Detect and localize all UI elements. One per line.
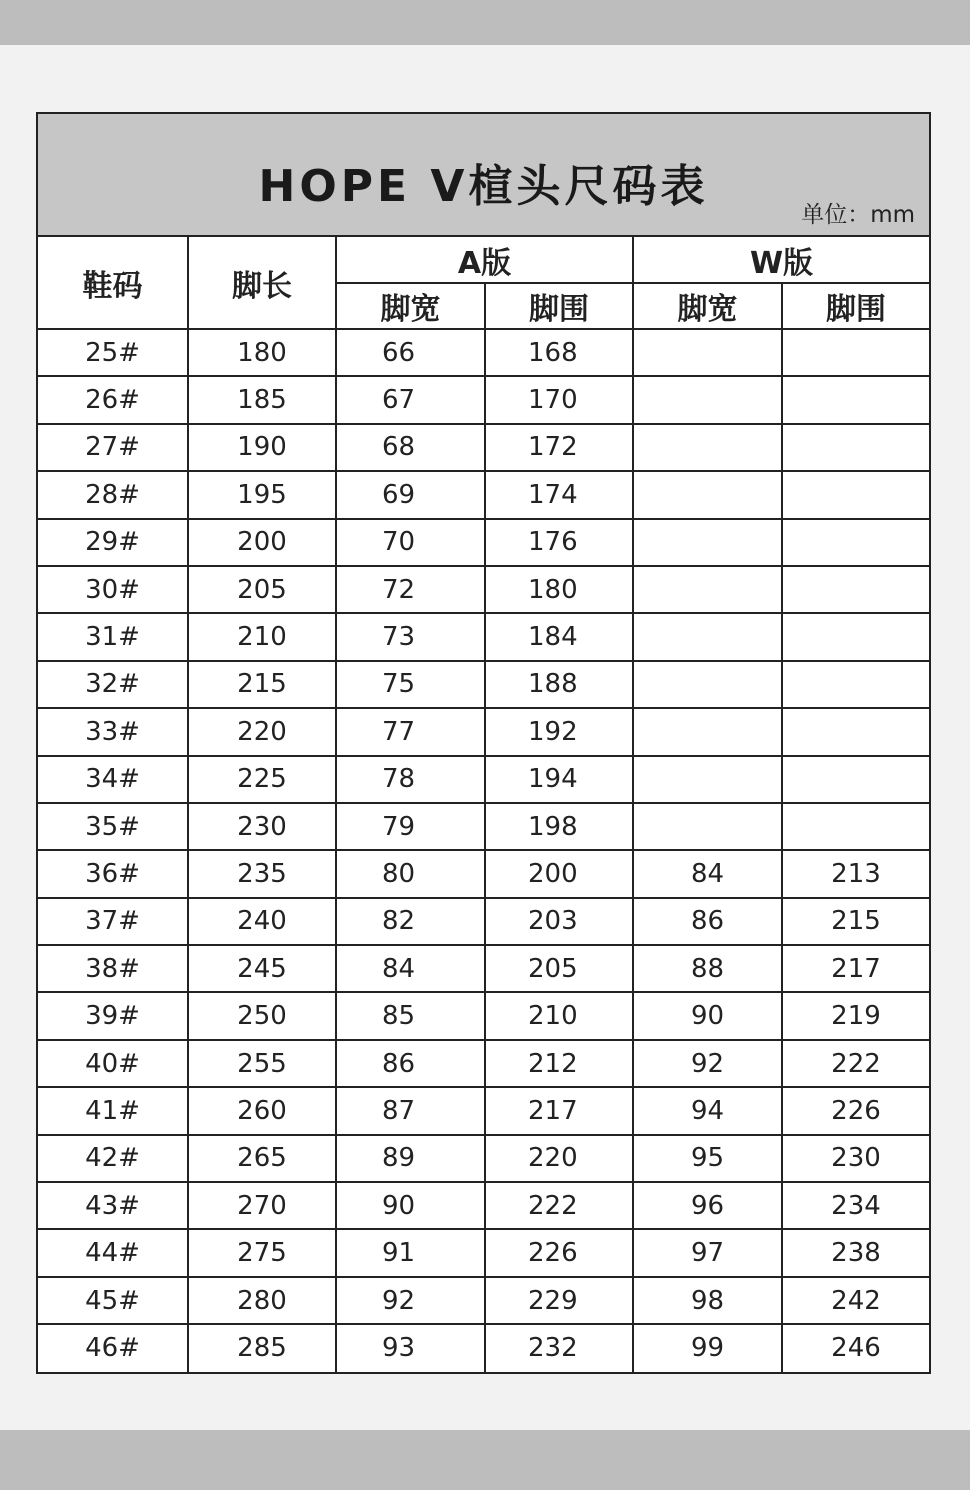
cell-size: 45# [38, 1277, 188, 1324]
cell-length: 210 [188, 613, 336, 660]
cell-size: 31# [38, 613, 188, 660]
cell-w-width: 86 [633, 898, 782, 945]
cell-a-girth: 226 [485, 1229, 633, 1276]
cell-size: 37# [38, 898, 188, 945]
cell-w-width: 99 [633, 1324, 782, 1371]
cell-size: 44# [38, 1229, 188, 1276]
cell-size: 29# [38, 519, 188, 566]
cell-length: 235 [188, 850, 336, 897]
cell-w-width [633, 566, 782, 613]
cell-w-width: 84 [633, 850, 782, 897]
cell-w-girth: 234 [782, 1182, 929, 1229]
cell-w-width [633, 519, 782, 566]
cell-size: 34# [38, 756, 188, 803]
cell-a-width: 87 [336, 1087, 485, 1134]
cell-a-girth: 222 [485, 1182, 633, 1229]
cell-length: 185 [188, 376, 336, 423]
cell-w-width [633, 329, 782, 376]
cell-a-girth: 212 [485, 1040, 633, 1087]
cell-size: 32# [38, 661, 188, 708]
cell-size: 30# [38, 566, 188, 613]
cell-w-width: 98 [633, 1277, 782, 1324]
cell-size: 25# [38, 329, 188, 376]
cell-length: 180 [188, 329, 336, 376]
cell-size: 36# [38, 850, 188, 897]
cell-a-width: 66 [336, 329, 485, 376]
cell-a-girth: 232 [485, 1324, 633, 1371]
cell-size: 43# [38, 1182, 188, 1229]
header-size: 鞋码 [38, 237, 188, 329]
cell-length: 230 [188, 803, 336, 850]
cell-w-girth [782, 661, 929, 708]
table-row [38, 661, 929, 708]
cell-w-girth: 213 [782, 850, 929, 897]
table-row [38, 329, 929, 376]
cell-w-width: 97 [633, 1229, 782, 1276]
cell-a-girth: 184 [485, 613, 633, 660]
table-row [38, 566, 929, 613]
cell-a-width: 75 [336, 661, 485, 708]
cell-length: 265 [188, 1135, 336, 1182]
cell-a-girth: 205 [485, 945, 633, 992]
table-row [38, 1135, 929, 1182]
cell-length: 190 [188, 424, 336, 471]
cell-length: 240 [188, 898, 336, 945]
cell-w-width: 94 [633, 1087, 782, 1134]
cell-w-width [633, 708, 782, 755]
cell-w-width [633, 376, 782, 423]
table-row [38, 803, 929, 850]
cell-a-girth: 217 [485, 1087, 633, 1134]
cell-w-width: 88 [633, 945, 782, 992]
cell-size: 33# [38, 708, 188, 755]
cell-w-girth [782, 756, 929, 803]
cell-size: 46# [38, 1324, 188, 1371]
cell-a-width: 79 [336, 803, 485, 850]
cell-w-width [633, 803, 782, 850]
cell-a-girth: 168 [485, 329, 633, 376]
table-row [38, 376, 929, 423]
cell-a-width: 89 [336, 1135, 485, 1182]
table-row [38, 471, 929, 518]
table-row [38, 1040, 929, 1087]
size-table [38, 237, 929, 1372]
table-row [38, 708, 929, 755]
size-chart-sheet [36, 112, 931, 1374]
cell-a-girth: 180 [485, 566, 633, 613]
bottom-band [0, 1430, 970, 1490]
title-bar [38, 114, 929, 237]
header-w-width: 脚宽 [633, 283, 782, 329]
table-row [38, 945, 929, 992]
cell-a-width: 67 [336, 376, 485, 423]
cell-a-width: 70 [336, 519, 485, 566]
cell-w-girth: 226 [782, 1087, 929, 1134]
cell-length: 195 [188, 471, 336, 518]
cell-length: 280 [188, 1277, 336, 1324]
cell-w-girth [782, 566, 929, 613]
cell-a-width: 91 [336, 1229, 485, 1276]
cell-w-width [633, 424, 782, 471]
cell-w-width: 90 [633, 992, 782, 1039]
cell-size: 27# [38, 424, 188, 471]
cell-a-width: 77 [336, 708, 485, 755]
table-row [38, 613, 929, 660]
cell-w-girth [782, 519, 929, 566]
cell-size: 42# [38, 1135, 188, 1182]
cell-w-girth: 219 [782, 992, 929, 1039]
header-w-girth: 脚围 [782, 283, 929, 329]
cell-w-girth: 217 [782, 945, 929, 992]
cell-a-girth: 194 [485, 756, 633, 803]
cell-size: 39# [38, 992, 188, 1039]
cell-length: 260 [188, 1087, 336, 1134]
cell-size: 28# [38, 471, 188, 518]
table-row [38, 756, 929, 803]
cell-w-girth: 242 [782, 1277, 929, 1324]
cell-w-width [633, 613, 782, 660]
cell-a-girth: 188 [485, 661, 633, 708]
cell-w-width: 95 [633, 1135, 782, 1182]
cell-a-width: 69 [336, 471, 485, 518]
cell-a-girth: 174 [485, 471, 633, 518]
cell-a-girth: 220 [485, 1135, 633, 1182]
cell-a-girth: 198 [485, 803, 633, 850]
cell-a-width: 82 [336, 898, 485, 945]
cell-length: 225 [188, 756, 336, 803]
cell-w-girth: 222 [782, 1040, 929, 1087]
cell-length: 255 [188, 1040, 336, 1087]
cell-length: 285 [188, 1324, 336, 1371]
cell-a-girth: 203 [485, 898, 633, 945]
cell-a-width: 73 [336, 613, 485, 660]
table-row [38, 1182, 929, 1229]
cell-w-girth [782, 803, 929, 850]
cell-a-width: 72 [336, 566, 485, 613]
cell-length: 220 [188, 708, 336, 755]
table-row [38, 898, 929, 945]
cell-w-girth: 215 [782, 898, 929, 945]
cell-w-girth [782, 329, 929, 376]
header-a-width: 脚宽 [336, 283, 485, 329]
cell-w-width [633, 756, 782, 803]
cell-a-width: 86 [336, 1040, 485, 1087]
header-a-girth: 脚围 [485, 283, 633, 329]
cell-size: 35# [38, 803, 188, 850]
cell-w-width [633, 471, 782, 518]
cell-length: 275 [188, 1229, 336, 1276]
cell-w-girth [782, 613, 929, 660]
cell-a-width: 93 [336, 1324, 485, 1371]
cell-size: 41# [38, 1087, 188, 1134]
cell-a-girth: 229 [485, 1277, 633, 1324]
cell-w-width [633, 661, 782, 708]
cell-w-girth [782, 471, 929, 518]
cell-a-width: 78 [336, 756, 485, 803]
cell-length: 215 [188, 661, 336, 708]
table-row [38, 850, 929, 897]
cell-a-width: 84 [336, 945, 485, 992]
cell-a-width: 68 [336, 424, 485, 471]
cell-length: 250 [188, 992, 336, 1039]
cell-size: 40# [38, 1040, 188, 1087]
cell-a-girth: 192 [485, 708, 633, 755]
table-row [38, 1277, 929, 1324]
table-body [38, 329, 929, 1372]
table-row [38, 519, 929, 566]
cell-length: 200 [188, 519, 336, 566]
cell-length: 205 [188, 566, 336, 613]
cell-a-girth: 200 [485, 850, 633, 897]
cell-a-width: 92 [336, 1277, 485, 1324]
table-row [38, 424, 929, 471]
table-row [38, 1087, 929, 1134]
page-title: HOPE V楦头尺码表 [258, 161, 709, 212]
cell-w-girth [782, 424, 929, 471]
cell-a-girth: 210 [485, 992, 633, 1039]
cell-w-girth [782, 708, 929, 755]
table-row [38, 1229, 929, 1276]
cell-a-girth: 170 [485, 376, 633, 423]
unit-label: 单位：mm [801, 202, 915, 228]
cell-w-width: 92 [633, 1040, 782, 1087]
cell-a-width: 80 [336, 850, 485, 897]
cell-a-width: 90 [336, 1182, 485, 1229]
cell-length: 245 [188, 945, 336, 992]
header-w-version: W版 [633, 237, 929, 283]
table-row [38, 1324, 929, 1371]
cell-length: 270 [188, 1182, 336, 1229]
top-band [0, 0, 970, 45]
cell-w-girth: 238 [782, 1229, 929, 1276]
header-length: 脚长 [188, 237, 336, 329]
cell-size: 38# [38, 945, 188, 992]
cell-a-girth: 172 [485, 424, 633, 471]
cell-a-girth: 176 [485, 519, 633, 566]
cell-w-girth [782, 376, 929, 423]
cell-w-width: 96 [633, 1182, 782, 1229]
cell-w-girth: 230 [782, 1135, 929, 1182]
header-a-version: A版 [336, 237, 633, 283]
cell-w-girth: 246 [782, 1324, 929, 1371]
cell-a-width: 85 [336, 992, 485, 1039]
cell-size: 26# [38, 376, 188, 423]
table-row [38, 992, 929, 1039]
